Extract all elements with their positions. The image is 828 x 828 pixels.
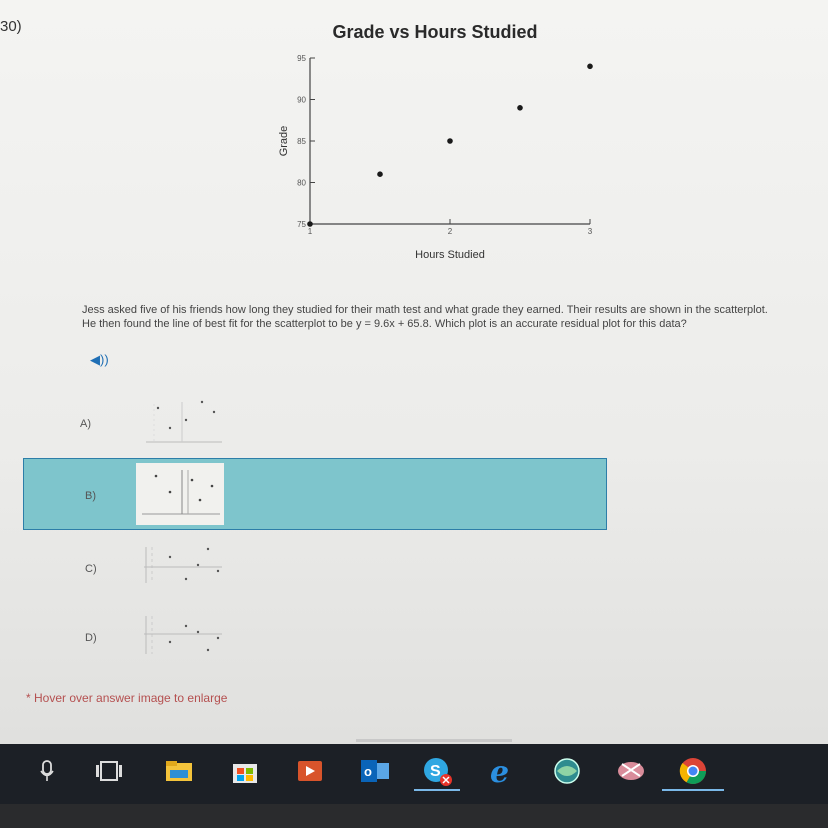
x-tick-label: 3 [587,227,593,236]
x-tick-label: 1 [307,227,313,236]
chrome-active-indicator [662,789,724,791]
data-point [447,138,453,144]
svg-text:e: e [490,756,510,786]
skype-active-indicator [414,789,460,791]
option-c-residual-plot[interactable] [142,543,224,587]
y-tick-label: 95 [297,54,306,63]
browser-globe-icon[interactable] [552,756,582,786]
data-point [307,221,313,227]
option-a-label[interactable]: A) [80,418,91,430]
x-tick-label: 2 [447,227,453,236]
data-point [587,64,593,70]
task-view-icon[interactable] [94,756,124,786]
chrome-icon[interactable] [678,756,708,786]
edge-icon[interactable] [488,756,518,786]
option-b-residual-plot[interactable] [140,466,222,522]
microphone-icon[interactable] [32,756,62,786]
scroll-indicator [356,739,512,742]
option-d-label[interactable]: D) [85,632,97,644]
speaker-icon[interactable]: ◀)) [90,352,109,367]
y-tick-label: 85 [297,137,306,146]
svg-text:S: S [430,763,441,780]
question-text: Jess asked five of his friends how long they studied for their math test and what grade they earned. Their results are shown in the scatterplot. He then found the line of best fit for the scatterplot to be y = 9.6x + 65.8. Which plot is an accurate residual plot for this data? [82,304,768,330]
data-point [517,105,523,111]
store-icon[interactable] [230,756,260,786]
y-tick-label: 80 [297,178,306,188]
data-point [377,171,383,177]
y-axis-label: Grade [278,125,290,157]
option-a-residual-plot[interactable] [144,398,224,448]
x-axis-label: Hours Studied [415,249,485,261]
svg-text:o: o [364,764,372,779]
skype-icon[interactable] [422,756,452,786]
option-d-residual-plot[interactable] [142,612,224,658]
y-tick-label: 90 [297,95,306,105]
media-player-icon[interactable] [295,756,325,786]
hover-hint: * Hover over answer image to enlarge [26,691,228,705]
y-tick-label: 75 [297,220,306,229]
option-c-label[interactable]: C) [85,563,97,575]
file-explorer-icon[interactable] [164,756,194,786]
snipping-tool-icon[interactable] [616,756,646,786]
outlook-icon[interactable] [360,756,390,786]
chart-title: Grade vs Hours Studied [332,22,538,42]
monitor-bezel [0,804,828,828]
question-number: 30) [0,18,22,35]
option-b-label[interactable]: B) [85,490,96,502]
scatter-chart [270,48,610,263]
option-b-selected[interactable] [23,458,607,530]
